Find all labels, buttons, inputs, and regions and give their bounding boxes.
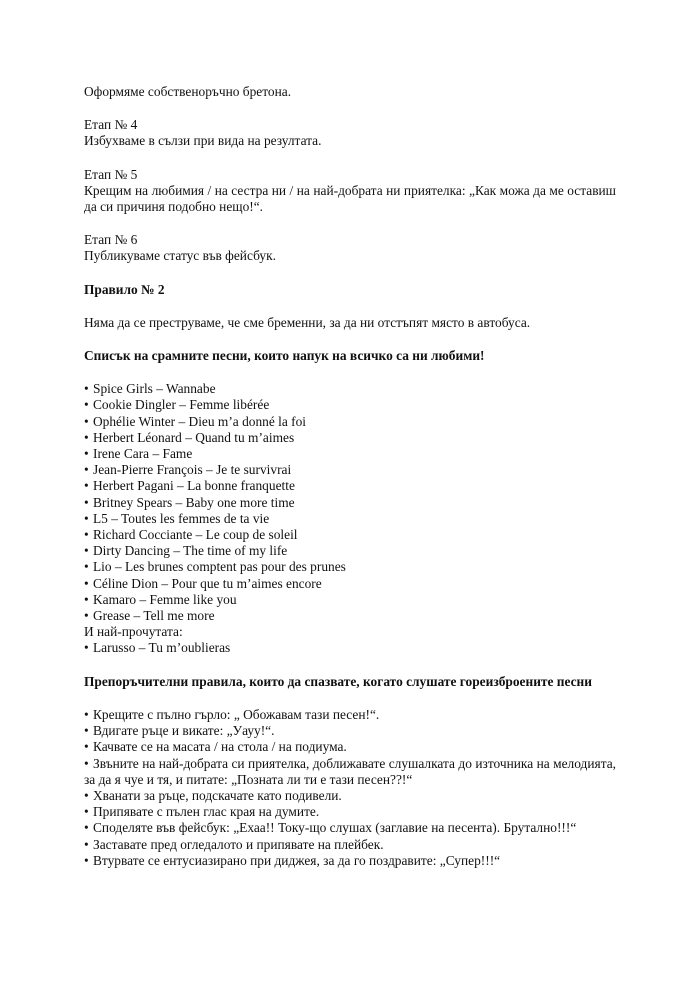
recommended-heading: Препоръчителни правила, които да спазвате, когато слушате гореизброените песни	[84, 673, 592, 689]
list-item	[84, 543, 616, 559]
bullet-icon: •	[84, 527, 89, 543]
rule-text: Качвате се на масата / на стола / на подиума.	[93, 739, 347, 755]
song-title: Cookie Dingler – Femme libérée	[93, 397, 270, 413]
bullet-icon: •	[84, 640, 89, 656]
bullet-icon: •	[84, 429, 89, 445]
list-item	[84, 756, 616, 788]
list-item	[84, 853, 616, 869]
song-title: Grease – Tell me more	[93, 608, 215, 624]
bullet-icon: •	[84, 397, 89, 413]
bullet-icon: •	[84, 510, 89, 526]
bullet-icon: •	[84, 739, 89, 755]
song-title: Dirty Dancing – The time of my life	[93, 543, 288, 559]
most-famous-label: И най-прочутата:	[84, 624, 183, 640]
rule-2-heading: Правило № 2	[84, 281, 165, 297]
stage-4-text: Избухваме в сълзи при вида на резултата.	[84, 133, 322, 149]
stage-5-title: Етап № 5	[84, 166, 138, 182]
songs-heading: Списък на срамните песни, които напук на всичко са ни любими!	[84, 348, 485, 364]
rule-text: Крещите с пълно гърло: „ Обожавам тази песен!“.	[93, 706, 380, 722]
song-title: Céline Dion – Pour que tu m’aimes encore	[93, 575, 322, 591]
bullet-icon: •	[84, 591, 89, 607]
song-title: Herbert Léonard – Quand tu m’aimes	[93, 429, 295, 445]
bullet-icon: •	[84, 559, 89, 575]
list-item	[84, 592, 616, 608]
list-item	[84, 478, 616, 494]
rule-text: Споделяте във фейсбук: „Ехаа!! Току-що слушах (заглавие на песента). Брутално!!!“	[93, 820, 577, 836]
rule-text: Вдигате ръце и викате: „Уауу!“.	[93, 723, 275, 739]
stage-5-text: Крещим на любимия / на сестра ни / на най-добрата ни приятелка: „Как можа да ме оставиш да си причиня подобно нещо!“.	[84, 182, 616, 215]
song-title: Herbert Pagani – La bonne franquette	[93, 478, 295, 494]
song-title: Kamaro – Femme like you	[93, 591, 237, 607]
bullet-icon: •	[84, 575, 89, 591]
bullet-icon: •	[84, 446, 89, 462]
most-famous-list	[84, 640, 616, 656]
bullet-icon: •	[84, 836, 89, 852]
bullet-icon: •	[84, 608, 89, 624]
song-title: Larusso – Tu m’oublieras	[93, 640, 231, 656]
list-item	[84, 804, 616, 820]
song-title: Spice Girls – Wannabe	[93, 381, 216, 397]
list-item	[84, 640, 616, 656]
bullet-icon: •	[84, 723, 89, 739]
list-item	[84, 381, 616, 397]
bullet-icon: •	[84, 755, 89, 771]
song-title: Lio – Les brunes comptent pas pour des prunes	[93, 559, 346, 575]
list-item	[84, 397, 616, 413]
stage-6-title: Етап № 6	[84, 232, 138, 248]
intro-line: Оформяме собственоръчно бретона.	[84, 84, 292, 99]
bullet-icon: •	[84, 494, 89, 510]
songs-list	[84, 381, 616, 624]
bullet-icon: •	[84, 462, 89, 478]
rule-text: Припявате с пълен глас края на думите.	[93, 804, 320, 820]
rule-text: Хванати за ръце, подскачате като подивели.	[93, 787, 342, 803]
list-item	[84, 608, 616, 624]
bullet-icon: •	[84, 820, 89, 836]
stage-4-title: Етап № 4	[84, 117, 138, 133]
document-page	[84, 84, 616, 869]
list-item	[84, 788, 616, 804]
list-item	[84, 820, 616, 836]
list-item	[84, 723, 616, 739]
song-title: Ophélie Winter – Dieu m’a donné la foi	[93, 413, 307, 429]
bullet-icon: •	[84, 852, 89, 868]
list-item	[84, 414, 616, 430]
bullet-icon: •	[84, 543, 89, 559]
rule-2-text: Няма да се преструваме, че сме бременни, за да ни отстъпят място в автобуса.	[84, 314, 531, 330]
bullet-icon: •	[84, 413, 89, 429]
rule-text: Втурвате се ентусиазирано при диджея, за да го поздравите: „Супер!!!“	[93, 852, 501, 868]
song-title: L5 – Toutes les femmes de ta vie	[93, 510, 270, 526]
list-item	[84, 559, 616, 575]
list-item	[84, 495, 616, 511]
stage-6-text: Публикуваме статус във фейсбук.	[84, 248, 276, 264]
bullet-icon: •	[84, 706, 89, 722]
list-item	[84, 462, 616, 478]
bullet-icon: •	[84, 804, 89, 820]
list-item	[84, 739, 616, 755]
list-item	[84, 707, 616, 723]
list-item	[84, 576, 616, 592]
song-title: Richard Cocciante – Le coup de soleil	[93, 527, 298, 543]
list-item	[84, 446, 616, 462]
bullet-icon: •	[84, 478, 89, 494]
bullet-icon: •	[84, 787, 89, 803]
song-title: Britney Spears – Baby one more time	[93, 494, 295, 510]
song-title: Jean-Pierre François – Je te survivrai	[93, 462, 292, 478]
list-item	[84, 527, 616, 543]
bullet-icon: •	[84, 381, 89, 397]
list-item	[84, 430, 616, 446]
list-item	[84, 837, 616, 853]
rule-text: Заставате пред огледалото и припявате на плейбек.	[93, 836, 384, 852]
recommended-list	[84, 707, 616, 869]
song-title: Irene Cara – Fame	[93, 446, 193, 462]
rule-text: Звъните на най-добрата си приятелка, доближавате слушалката до източника на мелодията, за да я чуе и тя, и питате: „Позната ли ти е тази песен??!“	[84, 755, 616, 787]
list-item	[84, 511, 616, 527]
